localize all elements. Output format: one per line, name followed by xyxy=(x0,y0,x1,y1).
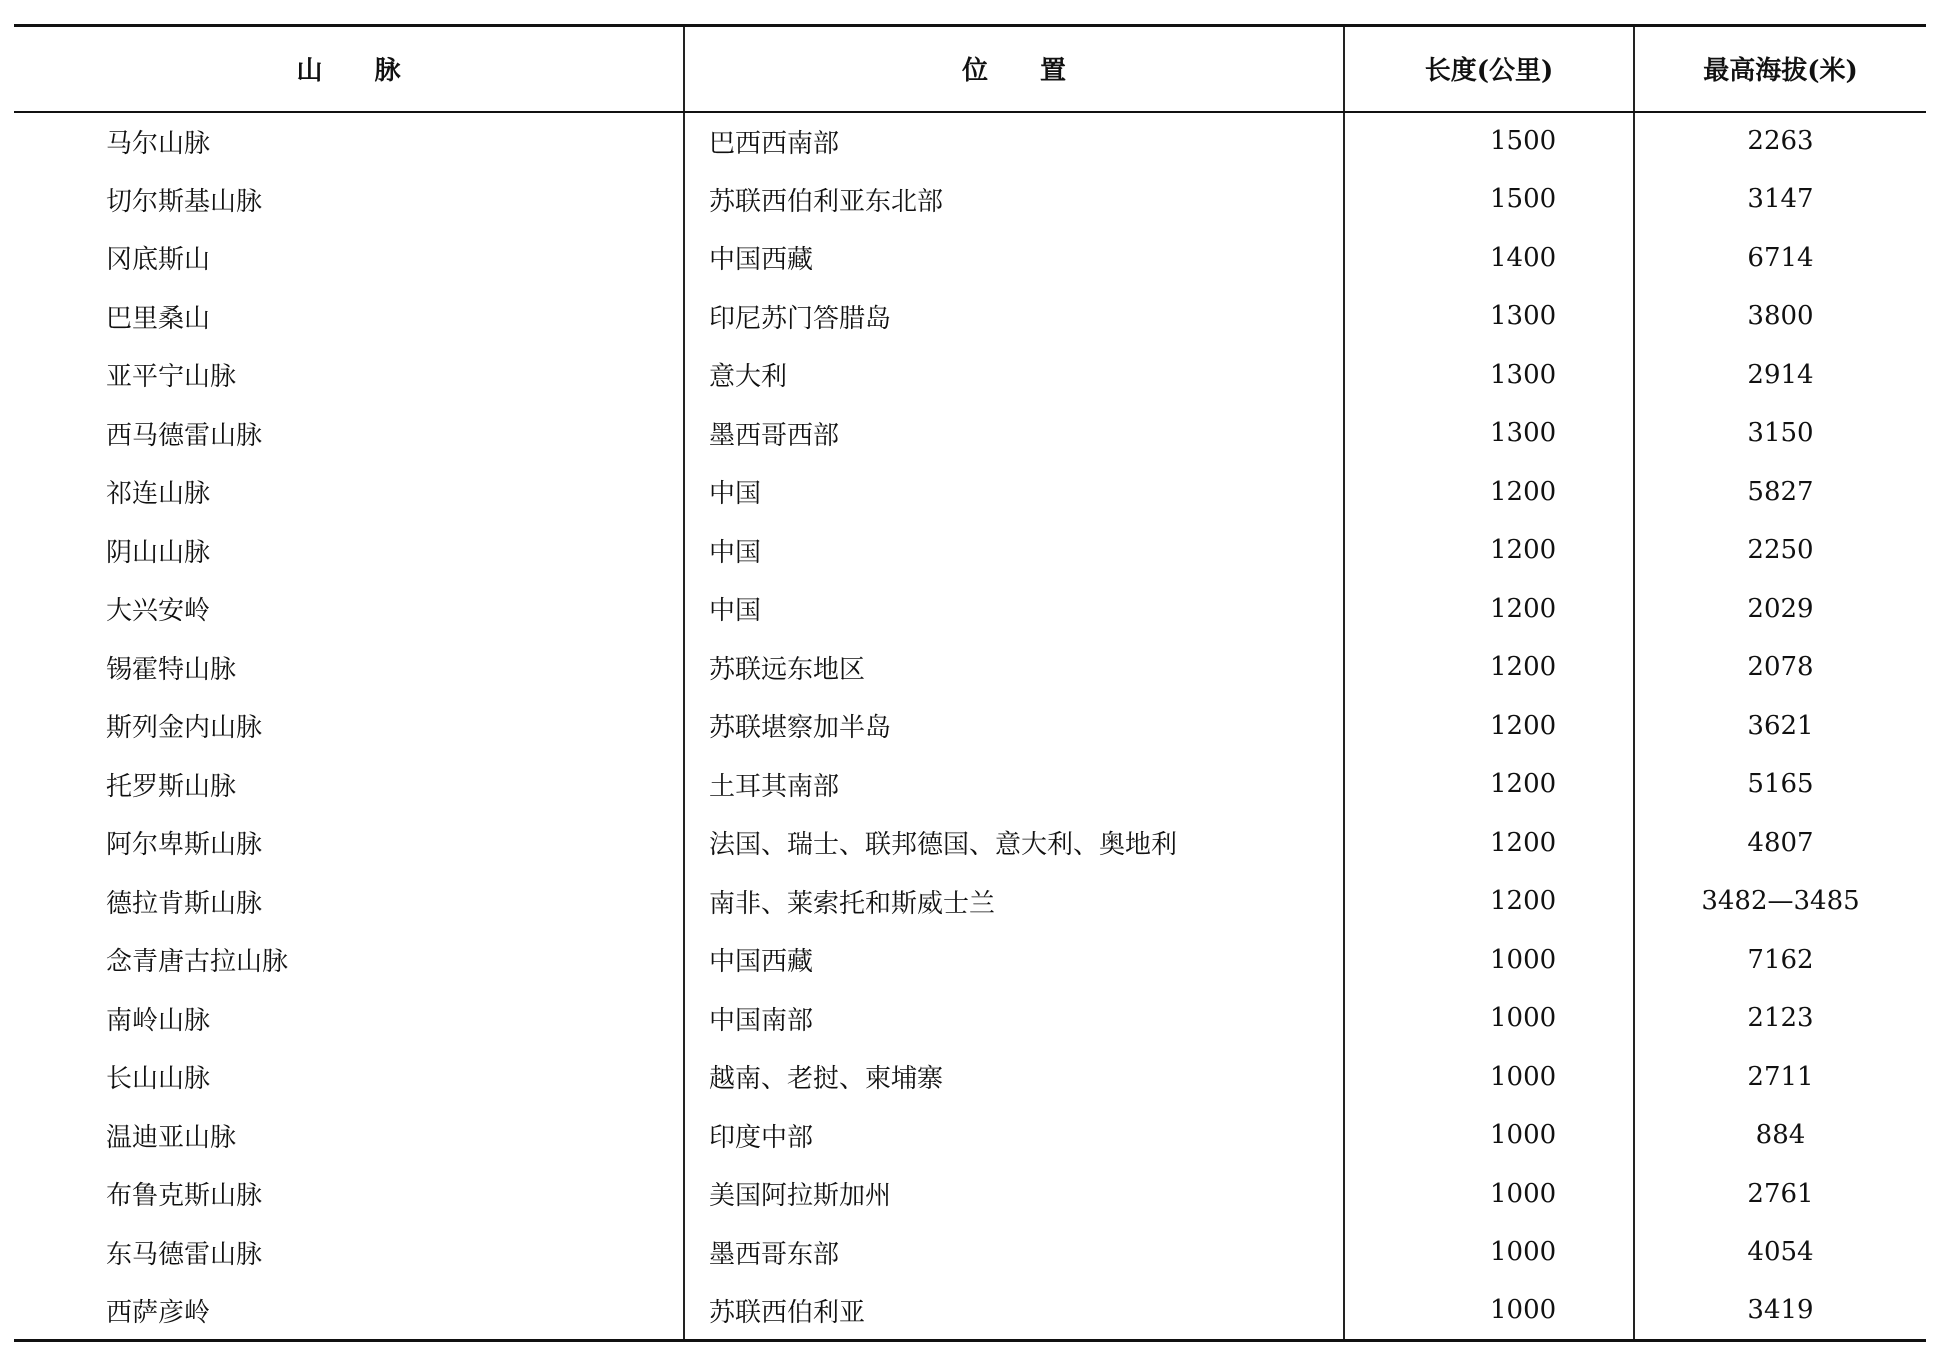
altitude-cell: 3621 xyxy=(1634,697,1926,756)
mountain-name-cell: 南岭山脉 xyxy=(106,1005,211,1036)
table-row xyxy=(14,1223,1926,1282)
altitude-cell: 3482—3485 xyxy=(1634,872,1926,931)
length-cell: 1000 xyxy=(1344,1282,1634,1341)
header-location: 位 置 xyxy=(684,26,1344,112)
mountain-name-cell: 斯列金内山脉 xyxy=(106,713,263,744)
altitude-cell: 4054 xyxy=(1634,1223,1926,1282)
mountain-name-cell: 念青唐古拉山脉 xyxy=(106,947,289,978)
table-row xyxy=(14,404,1926,463)
length-cell: 1000 xyxy=(1344,1048,1634,1107)
mountain-name-cell: 锡霍特山脉 xyxy=(106,654,237,685)
length-cell: 1200 xyxy=(1344,638,1634,697)
altitude-cell: 3150 xyxy=(1634,404,1926,463)
altitude-cell: 7162 xyxy=(1634,931,1926,990)
location-cell: 墨西哥西部 xyxy=(684,404,1344,463)
location-cell: 巴西西南部 xyxy=(684,112,1344,171)
length-cell: 1300 xyxy=(1344,287,1634,346)
location-cell: 墨西哥东部 xyxy=(684,1223,1344,1282)
mountain-name-cell: 德拉肯斯山脉 xyxy=(106,888,263,919)
altitude-cell: 3147 xyxy=(1634,170,1926,229)
location-cell: 中国西藏 xyxy=(684,931,1344,990)
location-cell: 中国 xyxy=(684,580,1344,639)
altitude-cell: 5165 xyxy=(1634,755,1926,814)
length-cell: 1200 xyxy=(1344,580,1634,639)
altitude-cell: 2123 xyxy=(1634,989,1926,1048)
table-header xyxy=(14,26,1926,112)
table-row xyxy=(14,463,1926,522)
table-row xyxy=(14,521,1926,580)
location-cell: 印度中部 xyxy=(684,1106,1344,1165)
altitude-cell: 2250 xyxy=(1634,521,1926,580)
table-row xyxy=(14,1165,1926,1224)
location-cell: 苏联西伯利亚 xyxy=(684,1282,1344,1341)
table-row xyxy=(14,229,1926,288)
mountain-name-cell: 温迪亚山脉 xyxy=(106,1122,237,1153)
table-row xyxy=(14,755,1926,814)
location-cell: 中国 xyxy=(684,463,1344,522)
length-cell: 1300 xyxy=(1344,346,1634,405)
table-row xyxy=(14,170,1926,229)
mountain-name-cell: 阴山山脉 xyxy=(106,537,211,568)
table-row xyxy=(14,287,1926,346)
header-name: 山 脉 xyxy=(14,26,684,112)
length-cell: 1200 xyxy=(1344,872,1634,931)
length-cell: 1500 xyxy=(1344,112,1634,171)
altitude-cell: 4807 xyxy=(1634,814,1926,873)
location-cell: 中国南部 xyxy=(684,989,1344,1048)
location-cell: 中国 xyxy=(684,521,1344,580)
table-row xyxy=(14,697,1926,756)
mountain-name-cell: 切尔斯基山脉 xyxy=(106,186,263,217)
table-row xyxy=(14,112,1926,171)
length-cell: 1000 xyxy=(1344,931,1634,990)
mountain-name-cell: 托罗斯山脉 xyxy=(106,771,237,802)
table-row xyxy=(14,931,1926,990)
length-cell: 1400 xyxy=(1344,229,1634,288)
mountain-name-cell: 祁连山脉 xyxy=(106,479,211,510)
mountain-name-cell: 阿尔卑斯山脉 xyxy=(106,830,263,861)
location-cell: 法国、瑞士、联邦德国、意大利、奥地利 xyxy=(684,814,1344,873)
length-cell: 1000 xyxy=(1344,1106,1634,1165)
mountain-name-cell: 马尔山脉 xyxy=(106,128,211,159)
location-cell: 意大利 xyxy=(684,346,1344,405)
length-cell: 1200 xyxy=(1344,814,1634,873)
table-row xyxy=(14,1048,1926,1107)
length-cell: 1200 xyxy=(1344,521,1634,580)
altitude-cell: 2263 xyxy=(1634,112,1926,171)
table-body xyxy=(14,112,1926,1341)
location-cell: 苏联堪察加半岛 xyxy=(684,697,1344,756)
length-cell: 1000 xyxy=(1344,989,1634,1048)
length-cell: 1300 xyxy=(1344,404,1634,463)
location-cell: 苏联远东地区 xyxy=(684,638,1344,697)
altitude-cell: 2029 xyxy=(1634,580,1926,639)
table-row xyxy=(14,1282,1926,1341)
mountain-name-cell: 西马德雷山脉 xyxy=(106,420,263,451)
mountain-name-cell: 长山山脉 xyxy=(106,1064,211,1095)
altitude-cell: 6714 xyxy=(1634,229,1926,288)
location-cell: 南非、莱索托和斯威士兰 xyxy=(684,872,1344,931)
header-altitude: 最高海拔(米) xyxy=(1634,26,1926,112)
table-row xyxy=(14,814,1926,873)
location-cell: 中国西藏 xyxy=(684,229,1344,288)
location-cell: 越南、老挝、柬埔寨 xyxy=(684,1048,1344,1107)
length-cell: 1000 xyxy=(1344,1223,1634,1282)
table-row xyxy=(14,1106,1926,1165)
mountain-table xyxy=(14,24,1926,1342)
mountain-name-cell: 巴里桑山 xyxy=(106,303,211,334)
mountain-name-cell: 东马德雷山脉 xyxy=(106,1239,263,1270)
length-cell: 1200 xyxy=(1344,697,1634,756)
mountain-name-cell: 布鲁克斯山脉 xyxy=(106,1181,263,1212)
altitude-cell: 2914 xyxy=(1634,346,1926,405)
altitude-cell: 3419 xyxy=(1634,1282,1926,1341)
altitude-cell: 5827 xyxy=(1634,463,1926,522)
mountain-table-container xyxy=(14,24,1926,1342)
altitude-cell: 2078 xyxy=(1634,638,1926,697)
mountain-name-cell: 西萨彦岭 xyxy=(14,1282,684,1341)
length-cell: 1000 xyxy=(1344,1165,1634,1224)
location-cell: 印尼苏门答腊岛 xyxy=(684,287,1344,346)
altitude-cell: 2711 xyxy=(1634,1048,1926,1107)
table-row xyxy=(14,580,1926,639)
mountain-name-cell: 亚平宁山脉 xyxy=(106,362,237,393)
location-cell: 美国阿拉斯加州 xyxy=(684,1165,1344,1224)
length-cell: 1200 xyxy=(1344,463,1634,522)
mountain-name-cell: 大兴安岭 xyxy=(106,596,211,627)
table-row xyxy=(14,989,1926,1048)
length-cell: 1500 xyxy=(1344,170,1634,229)
altitude-cell: 884 xyxy=(1634,1106,1926,1165)
altitude-cell: 2761 xyxy=(1634,1165,1926,1224)
table-row xyxy=(14,346,1926,405)
mountain-name-cell: 冈底斯山 xyxy=(106,245,211,276)
location-cell: 土耳其南部 xyxy=(684,755,1344,814)
location-cell: 苏联西伯利亚东北部 xyxy=(684,170,1344,229)
header-row xyxy=(14,26,1926,112)
altitude-cell: 3800 xyxy=(1634,287,1926,346)
length-cell: 1200 xyxy=(1344,755,1634,814)
table-row xyxy=(14,872,1926,931)
header-length: 长度(公里) xyxy=(1344,26,1634,112)
table-row xyxy=(14,638,1926,697)
